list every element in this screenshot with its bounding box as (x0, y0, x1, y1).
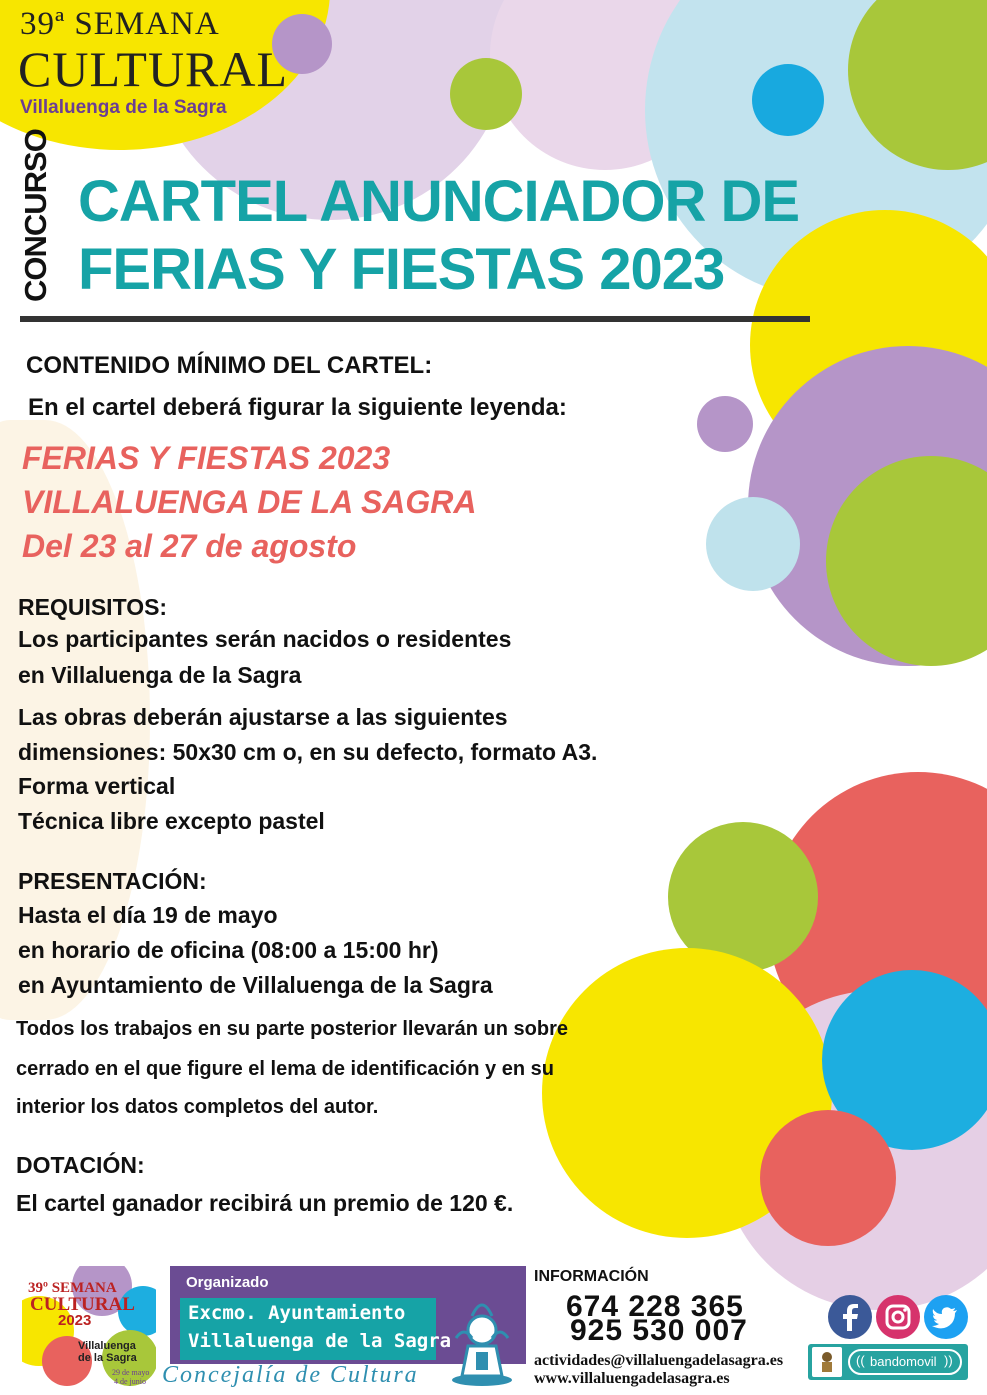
phone-1[interactable]: 674 228 365 (566, 1290, 744, 1323)
legend-line1: FERIAS Y FIESTAS 2023 (22, 440, 391, 476)
coat-of-arms-icon (446, 1290, 518, 1388)
mini-event-logo (22, 1266, 156, 1390)
note-line: interior los datos completos del autor. (16, 1096, 379, 1118)
note-line: Todos los trabajos en su parte posterior llevarán un sobre (16, 1018, 568, 1040)
requirements-line: Las obras deberán ajustarse a las siguientes (18, 704, 508, 730)
instagram-icon[interactable] (876, 1295, 920, 1339)
facebook-icon[interactable] (828, 1295, 872, 1339)
bandomovil-badge[interactable] (808, 1344, 968, 1380)
legend-line2: VILLALUENGA DE LA SAGRA (22, 484, 477, 520)
crest-icon (812, 1347, 842, 1377)
presentation-line: en Ayuntamiento de Villaluenga de la Sagra (18, 972, 493, 998)
website-link[interactable]: www.villaluengadelasagra.es (534, 1370, 730, 1387)
requirements-line: dimensiones: 50x30 cm o, en su defecto, formato A3. (18, 739, 598, 765)
requirements-line: Técnica libre excepto pastel (18, 808, 325, 834)
min-content-title: CONTENIDO MÍNIMO DEL CARTEL: (26, 352, 433, 379)
info-label: INFORMACIÓN (534, 1268, 649, 1285)
logo-line3: Villaluenga de la Sagra (20, 97, 227, 118)
coral-circle-small (760, 1110, 896, 1246)
mini-logo-line7: 4 de junio (114, 1377, 146, 1386)
logo-line1: 39ª SEMANA (20, 6, 220, 42)
purple-dot-small (697, 396, 753, 452)
signal-icon: )) (944, 1353, 953, 1368)
lightblue-dot (706, 497, 800, 591)
green-dot (450, 58, 522, 130)
mini-logo-line6: 29 de mayo (112, 1368, 150, 1377)
organized-label: Organizado (186, 1274, 269, 1291)
note-line: cerrado en el que figure el lema de identificación y en su (16, 1058, 554, 1080)
title-line1: CARTEL ANUNCIADOR DE (78, 169, 800, 234)
mini-logo-line2: CULTURAL (30, 1294, 135, 1315)
requirements-line: Los participantes serán nacidos o residentes (18, 626, 512, 652)
mini-logo-line3: 2023 (58, 1312, 92, 1329)
signal-icon: (( (856, 1353, 865, 1368)
logo-line2: CULTURAL (18, 41, 289, 97)
prize-text: El cartel ganador recibirá un premio de 120 €. (16, 1190, 514, 1216)
email-link[interactable]: actividades@villaluengadelasagra.es (534, 1352, 784, 1369)
title-line2: FERIAS Y FIESTAS 2023 (78, 237, 725, 302)
organizer-line1: Excmo. Ayuntamiento (188, 1302, 406, 1324)
organizer-line2: Villaluenga de la Sagra (188, 1330, 452, 1352)
requirements-line: Forma vertical (18, 773, 176, 799)
mini-logo-line4: Villaluenga (78, 1340, 136, 1352)
title-divider (20, 316, 810, 322)
cyan-dot (752, 64, 824, 136)
twitter-icon[interactable] (924, 1295, 968, 1339)
presentation-title: PRESENTACIÓN: (18, 868, 207, 894)
prize-title: DOTACIÓN: (16, 1152, 145, 1178)
requirements-line: en Villaluenga de la Sagra (18, 662, 302, 688)
concejalia-label: Concejalía de Cultura (162, 1362, 419, 1388)
legend-line3: Del 23 al 27 de agosto (22, 528, 357, 564)
min-content-text: En el cartel deberá figurar la siguiente leyenda: (28, 394, 567, 421)
mini-logo-line5: de la Sagra (78, 1352, 137, 1364)
phone-2[interactable]: 925 530 007 (570, 1314, 748, 1347)
presentation-line: Hasta el día 19 de mayo (18, 902, 278, 928)
requirements-title: REQUISITOS: (18, 594, 168, 620)
bandomovil-label: bandomovil (870, 1354, 937, 1369)
mini-logo-line1: 39º SEMANA (28, 1280, 117, 1296)
presentation-line: en horario de oficina (08:00 a 15:00 hr) (18, 937, 439, 963)
concurso-label: CONCURSO (18, 129, 53, 302)
